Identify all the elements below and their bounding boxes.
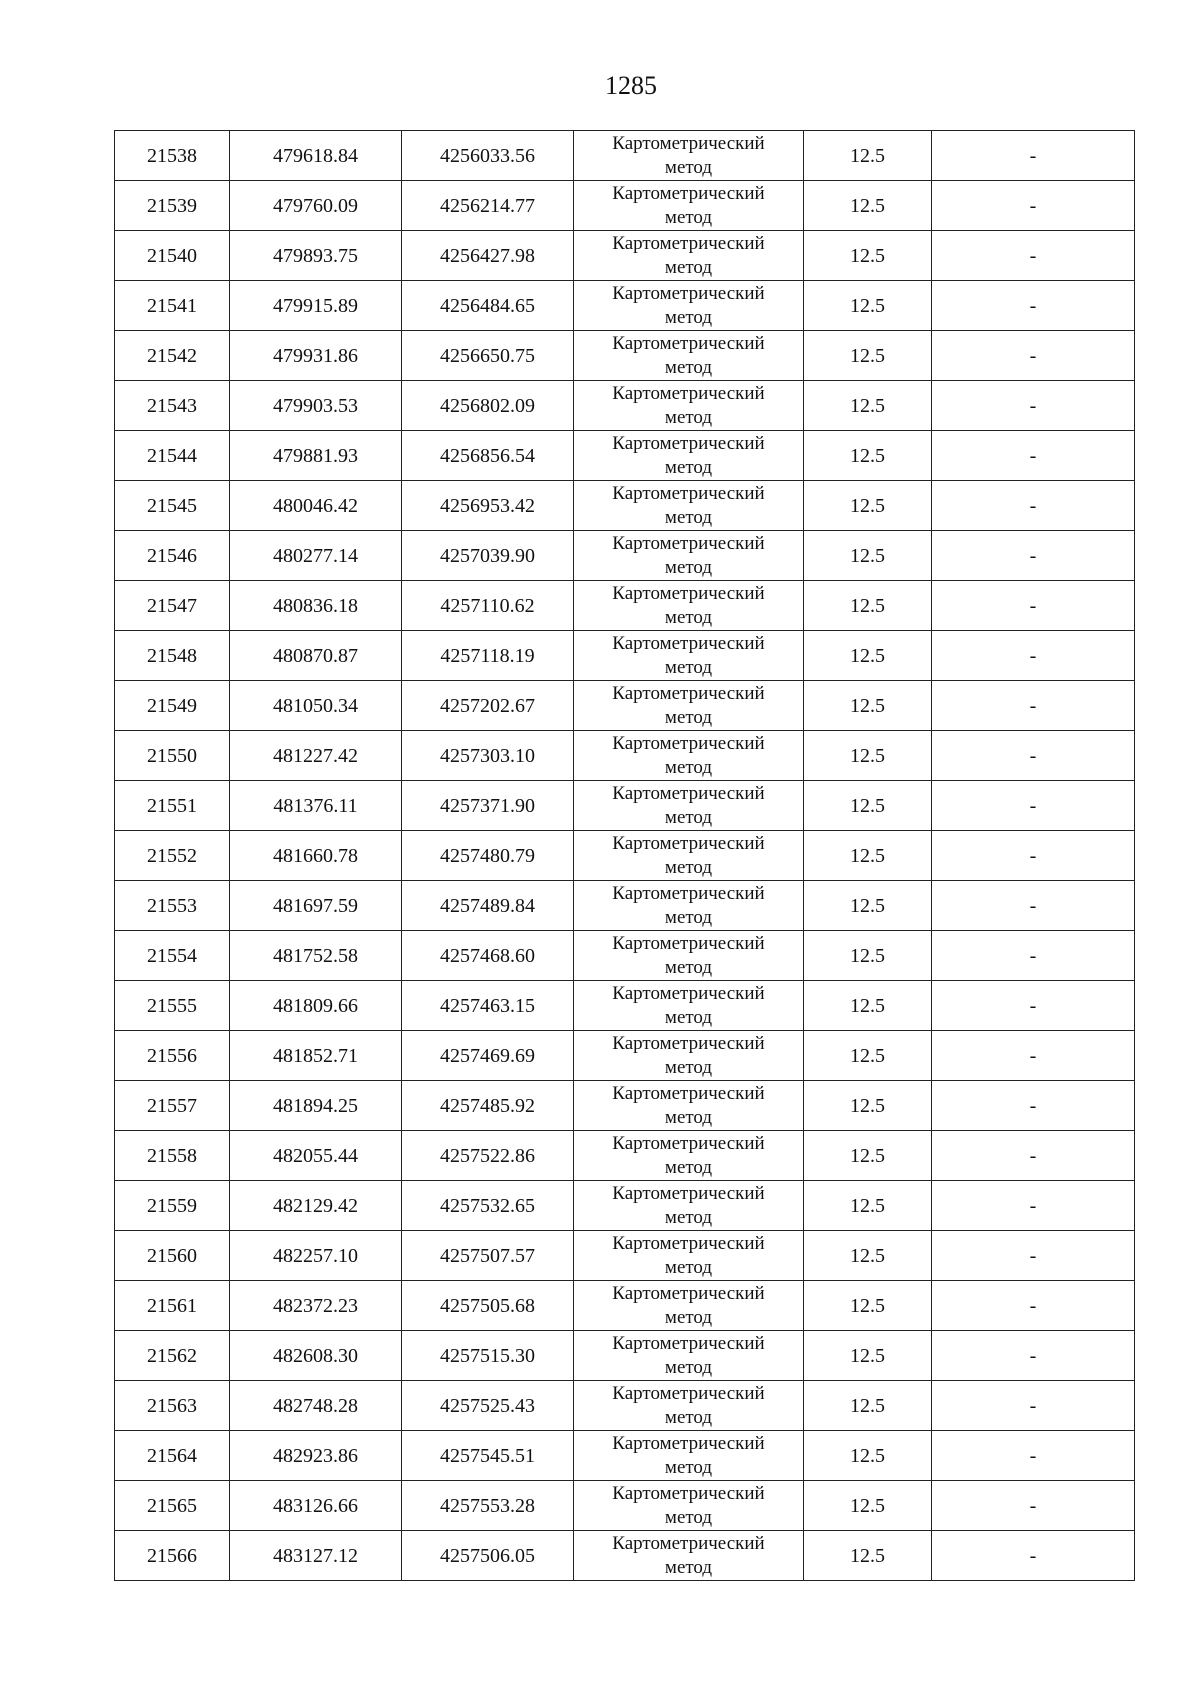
x-coordinate-cell: 482055.44 bbox=[230, 1131, 402, 1181]
table-row bbox=[115, 1181, 1135, 1231]
x-coordinate-cell: 482129.42 bbox=[230, 1181, 402, 1231]
point-number-cell: 21554 bbox=[115, 931, 230, 981]
note-cell: - bbox=[932, 1131, 1135, 1181]
point-number-cell: 21544 bbox=[115, 431, 230, 481]
table-row bbox=[115, 981, 1135, 1031]
accuracy-cell: 12.5 bbox=[804, 831, 932, 881]
y-coordinate-cell: 4257525.43 bbox=[402, 1381, 574, 1431]
x-coordinate-cell: 481752.58 bbox=[230, 931, 402, 981]
table-row bbox=[115, 1531, 1135, 1581]
x-coordinate-cell: 481050.34 bbox=[230, 681, 402, 731]
method-cell bbox=[574, 831, 804, 881]
method-text: Картометрический метод bbox=[612, 683, 765, 728]
accuracy-cell: 12.5 bbox=[804, 481, 932, 531]
method-text: Картометрический метод bbox=[612, 1133, 765, 1178]
accuracy-cell: 12.5 bbox=[804, 1531, 932, 1581]
table-row bbox=[115, 281, 1135, 331]
method-cell bbox=[574, 1131, 804, 1181]
page-number: 1285 bbox=[605, 71, 657, 100]
note-cell: - bbox=[932, 931, 1135, 981]
accuracy-cell: 12.5 bbox=[804, 931, 932, 981]
point-number-cell: 21555 bbox=[115, 981, 230, 1031]
point-number-cell: 21546 bbox=[115, 531, 230, 581]
method-cell bbox=[574, 581, 804, 631]
accuracy-cell: 12.5 bbox=[804, 1031, 932, 1081]
note-cell: - bbox=[932, 831, 1135, 881]
accuracy-cell: 12.5 bbox=[804, 1431, 932, 1481]
table-row bbox=[115, 231, 1135, 281]
table-row bbox=[115, 1031, 1135, 1081]
method-cell bbox=[574, 1381, 804, 1431]
method-cell bbox=[574, 231, 804, 281]
x-coordinate-cell: 479931.86 bbox=[230, 331, 402, 381]
point-number-cell: 21566 bbox=[115, 1531, 230, 1581]
point-number-cell: 21540 bbox=[115, 231, 230, 281]
method-cell bbox=[574, 731, 804, 781]
method-text: Картометрический метод bbox=[612, 333, 765, 378]
table-row bbox=[115, 481, 1135, 531]
accuracy-cell: 12.5 bbox=[804, 631, 932, 681]
accuracy-cell: 12.5 bbox=[804, 1181, 932, 1231]
method-cell bbox=[574, 481, 804, 531]
table-row bbox=[115, 731, 1135, 781]
note-cell: - bbox=[932, 431, 1135, 481]
point-number-cell: 21549 bbox=[115, 681, 230, 731]
x-coordinate-cell: 479881.93 bbox=[230, 431, 402, 481]
note-cell: - bbox=[932, 781, 1135, 831]
note-cell: - bbox=[932, 731, 1135, 781]
method-text: Картометрический метод bbox=[612, 1433, 765, 1478]
x-coordinate-cell: 480046.42 bbox=[230, 481, 402, 531]
y-coordinate-cell: 4257489.84 bbox=[402, 881, 574, 931]
accuracy-cell: 12.5 bbox=[804, 1331, 932, 1381]
method-text: Картометрический метод bbox=[612, 533, 765, 578]
accuracy-cell: 12.5 bbox=[804, 681, 932, 731]
method-text: Картометрический метод bbox=[612, 383, 765, 428]
x-coordinate-cell: 479893.75 bbox=[230, 231, 402, 281]
x-coordinate-cell: 481809.66 bbox=[230, 981, 402, 1031]
table-row bbox=[115, 1431, 1135, 1481]
method-text: Картометрический метод bbox=[612, 233, 765, 278]
method-cell bbox=[574, 131, 804, 181]
note-cell: - bbox=[932, 981, 1135, 1031]
accuracy-cell: 12.5 bbox=[804, 1131, 932, 1181]
accuracy-cell: 12.5 bbox=[804, 1381, 932, 1431]
method-text: Картометрический метод bbox=[612, 1483, 765, 1528]
x-coordinate-cell: 483127.12 bbox=[230, 1531, 402, 1581]
point-number-cell: 21553 bbox=[115, 881, 230, 931]
note-cell: - bbox=[932, 281, 1135, 331]
accuracy-cell: 12.5 bbox=[804, 231, 932, 281]
method-cell bbox=[574, 1431, 804, 1481]
point-number-cell: 21542 bbox=[115, 331, 230, 381]
table-row bbox=[115, 781, 1135, 831]
note-cell: - bbox=[932, 381, 1135, 431]
note-cell: - bbox=[932, 1431, 1135, 1481]
table-row bbox=[115, 1331, 1135, 1381]
method-cell bbox=[574, 181, 804, 231]
point-number-cell: 21556 bbox=[115, 1031, 230, 1081]
table-row bbox=[115, 1481, 1135, 1531]
method-cell bbox=[574, 681, 804, 731]
y-coordinate-cell: 4257371.90 bbox=[402, 781, 574, 831]
method-cell bbox=[574, 1181, 804, 1231]
point-number-cell: 21539 bbox=[115, 181, 230, 231]
note-cell: - bbox=[932, 1281, 1135, 1331]
note-cell: - bbox=[932, 331, 1135, 381]
method-cell bbox=[574, 1481, 804, 1531]
method-cell bbox=[574, 881, 804, 931]
y-coordinate-cell: 4257505.68 bbox=[402, 1281, 574, 1331]
method-text: Картометрический метод bbox=[612, 1283, 765, 1328]
point-number-cell: 21552 bbox=[115, 831, 230, 881]
x-coordinate-cell: 482372.23 bbox=[230, 1281, 402, 1331]
y-coordinate-cell: 4257202.67 bbox=[402, 681, 574, 731]
table-row bbox=[115, 1231, 1135, 1281]
accuracy-cell: 12.5 bbox=[804, 881, 932, 931]
method-text: Картометрический метод bbox=[612, 433, 765, 478]
point-number-cell: 21538 bbox=[115, 131, 230, 181]
note-cell: - bbox=[932, 481, 1135, 531]
method-text: Картометрический метод bbox=[612, 1533, 765, 1578]
point-number-cell: 21541 bbox=[115, 281, 230, 331]
table-row bbox=[115, 1081, 1135, 1131]
method-text: Картометрический метод bbox=[612, 583, 765, 628]
method-cell bbox=[574, 1081, 804, 1131]
y-coordinate-cell: 4257485.92 bbox=[402, 1081, 574, 1131]
x-coordinate-cell: 479903.53 bbox=[230, 381, 402, 431]
point-number-cell: 21559 bbox=[115, 1181, 230, 1231]
y-coordinate-cell: 4256650.75 bbox=[402, 331, 574, 381]
accuracy-cell: 12.5 bbox=[804, 731, 932, 781]
y-coordinate-cell: 4257303.10 bbox=[402, 731, 574, 781]
accuracy-cell: 12.5 bbox=[804, 381, 932, 431]
method-text: Картометрический метод bbox=[612, 183, 765, 228]
method-text: Картометрический метод bbox=[612, 483, 765, 528]
note-cell: - bbox=[932, 1481, 1135, 1531]
y-coordinate-cell: 4257507.57 bbox=[402, 1231, 574, 1281]
note-cell: - bbox=[932, 531, 1135, 581]
method-cell bbox=[574, 631, 804, 681]
method-text: Картометрический метод bbox=[612, 1183, 765, 1228]
x-coordinate-cell: 479915.89 bbox=[230, 281, 402, 331]
accuracy-cell: 12.5 bbox=[804, 131, 932, 181]
x-coordinate-cell: 480870.87 bbox=[230, 631, 402, 681]
note-cell: - bbox=[932, 631, 1135, 681]
x-coordinate-cell: 481894.25 bbox=[230, 1081, 402, 1131]
y-coordinate-cell: 4257118.19 bbox=[402, 631, 574, 681]
table-row bbox=[115, 1131, 1135, 1181]
x-coordinate-cell: 481376.11 bbox=[230, 781, 402, 831]
note-cell: - bbox=[932, 1181, 1135, 1231]
note-cell: - bbox=[932, 181, 1135, 231]
method-cell bbox=[574, 1231, 804, 1281]
method-cell bbox=[574, 781, 804, 831]
y-coordinate-cell: 4257545.51 bbox=[402, 1431, 574, 1481]
point-number-cell: 21558 bbox=[115, 1131, 230, 1181]
note-cell: - bbox=[932, 1031, 1135, 1081]
method-text: Картометрический метод bbox=[612, 733, 765, 778]
method-cell bbox=[574, 381, 804, 431]
x-coordinate-cell: 482257.10 bbox=[230, 1231, 402, 1281]
y-coordinate-cell: 4256484.65 bbox=[402, 281, 574, 331]
point-number-cell: 21563 bbox=[115, 1381, 230, 1431]
method-text: Картометрический метод bbox=[612, 1083, 765, 1128]
method-cell bbox=[574, 1331, 804, 1381]
method-text: Картометрический метод bbox=[612, 1333, 765, 1378]
y-coordinate-cell: 4256856.54 bbox=[402, 431, 574, 481]
method-text: Картометрический метод bbox=[612, 983, 765, 1028]
point-number-cell: 21565 bbox=[115, 1481, 230, 1531]
point-number-cell: 21548 bbox=[115, 631, 230, 681]
x-coordinate-cell: 479760.09 bbox=[230, 181, 402, 231]
table-row bbox=[115, 681, 1135, 731]
note-cell: - bbox=[932, 131, 1135, 181]
y-coordinate-cell: 4257522.86 bbox=[402, 1131, 574, 1181]
y-coordinate-cell: 4256802.09 bbox=[402, 381, 574, 431]
accuracy-cell: 12.5 bbox=[804, 281, 932, 331]
y-coordinate-cell: 4256214.77 bbox=[402, 181, 574, 231]
table-row bbox=[115, 581, 1135, 631]
x-coordinate-cell: 480836.18 bbox=[230, 581, 402, 631]
method-text: Картометрический метод bbox=[612, 833, 765, 878]
accuracy-cell: 12.5 bbox=[804, 181, 932, 231]
table-body bbox=[115, 131, 1135, 1581]
y-coordinate-cell: 4257506.05 bbox=[402, 1531, 574, 1581]
accuracy-cell: 12.5 bbox=[804, 1481, 932, 1531]
x-coordinate-cell: 479618.84 bbox=[230, 131, 402, 181]
accuracy-cell: 12.5 bbox=[804, 531, 932, 581]
point-number-cell: 21545 bbox=[115, 481, 230, 531]
point-number-cell: 21551 bbox=[115, 781, 230, 831]
note-cell: - bbox=[932, 1531, 1135, 1581]
point-number-cell: 21564 bbox=[115, 1431, 230, 1481]
table-row bbox=[115, 331, 1135, 381]
x-coordinate-cell: 481660.78 bbox=[230, 831, 402, 881]
x-coordinate-cell: 480277.14 bbox=[230, 531, 402, 581]
x-coordinate-cell: 482608.30 bbox=[230, 1331, 402, 1381]
table-row bbox=[115, 431, 1135, 481]
y-coordinate-cell: 4257039.90 bbox=[402, 531, 574, 581]
method-cell bbox=[574, 281, 804, 331]
note-cell: - bbox=[932, 231, 1135, 281]
x-coordinate-cell: 482748.28 bbox=[230, 1381, 402, 1431]
table-row bbox=[115, 1281, 1135, 1331]
y-coordinate-cell: 4257469.69 bbox=[402, 1031, 574, 1081]
note-cell: - bbox=[932, 581, 1135, 631]
point-number-cell: 21557 bbox=[115, 1081, 230, 1131]
method-text: Картометрический метод bbox=[612, 933, 765, 978]
y-coordinate-cell: 4257515.30 bbox=[402, 1331, 574, 1381]
method-cell bbox=[574, 531, 804, 581]
table-row bbox=[115, 881, 1135, 931]
y-coordinate-cell: 4256427.98 bbox=[402, 231, 574, 281]
y-coordinate-cell: 4257468.60 bbox=[402, 931, 574, 981]
table-row bbox=[115, 381, 1135, 431]
note-cell: - bbox=[932, 1331, 1135, 1381]
point-number-cell: 21562 bbox=[115, 1331, 230, 1381]
table-row bbox=[115, 1381, 1135, 1431]
note-cell: - bbox=[932, 881, 1135, 931]
y-coordinate-cell: 4257480.79 bbox=[402, 831, 574, 881]
accuracy-cell: 12.5 bbox=[804, 781, 932, 831]
y-coordinate-cell: 4257463.15 bbox=[402, 981, 574, 1031]
method-cell bbox=[574, 331, 804, 381]
accuracy-cell: 12.5 bbox=[804, 331, 932, 381]
accuracy-cell: 12.5 bbox=[804, 581, 932, 631]
note-cell: - bbox=[932, 1081, 1135, 1131]
method-text: Картометрический метод bbox=[612, 883, 765, 928]
accuracy-cell: 12.5 bbox=[804, 981, 932, 1031]
point-number-cell: 21547 bbox=[115, 581, 230, 631]
table-row bbox=[115, 831, 1135, 881]
table-row bbox=[115, 531, 1135, 581]
table-row bbox=[115, 931, 1135, 981]
note-cell: - bbox=[932, 681, 1135, 731]
x-coordinate-cell: 482923.86 bbox=[230, 1431, 402, 1481]
y-coordinate-cell: 4256033.56 bbox=[402, 131, 574, 181]
y-coordinate-cell: 4257532.65 bbox=[402, 1181, 574, 1231]
method-cell bbox=[574, 931, 804, 981]
point-number-cell: 21543 bbox=[115, 381, 230, 431]
accuracy-cell: 12.5 bbox=[804, 1081, 932, 1131]
method-cell bbox=[574, 1031, 804, 1081]
method-cell bbox=[574, 981, 804, 1031]
y-coordinate-cell: 4257553.28 bbox=[402, 1481, 574, 1531]
method-text: Картометрический метод bbox=[612, 633, 765, 678]
point-number-cell: 21561 bbox=[115, 1281, 230, 1331]
method-text: Картометрический метод bbox=[612, 1033, 765, 1078]
point-number-cell: 21560 bbox=[115, 1231, 230, 1281]
note-cell: - bbox=[932, 1381, 1135, 1431]
accuracy-cell: 12.5 bbox=[804, 431, 932, 481]
table-row bbox=[115, 181, 1135, 231]
table-row bbox=[115, 131, 1135, 181]
method-text: Картометрический метод bbox=[612, 1383, 765, 1428]
x-coordinate-cell: 481227.42 bbox=[230, 731, 402, 781]
x-coordinate-cell: 481697.59 bbox=[230, 881, 402, 931]
accuracy-cell: 12.5 bbox=[804, 1281, 932, 1331]
x-coordinate-cell: 483126.66 bbox=[230, 1481, 402, 1531]
method-text: Картометрический метод bbox=[612, 283, 765, 328]
method-cell bbox=[574, 1531, 804, 1581]
method-text: Картометрический метод bbox=[612, 783, 765, 828]
note-cell: - bbox=[932, 1231, 1135, 1281]
method-text: Картометрический метод bbox=[612, 133, 765, 178]
x-coordinate-cell: 481852.71 bbox=[230, 1031, 402, 1081]
accuracy-cell: 12.5 bbox=[804, 1231, 932, 1281]
method-cell bbox=[574, 431, 804, 481]
table-row bbox=[115, 631, 1135, 681]
method-text: Картометрический метод bbox=[612, 1233, 765, 1278]
coordinates-table bbox=[114, 130, 1135, 1581]
method-cell bbox=[574, 1281, 804, 1331]
y-coordinate-cell: 4257110.62 bbox=[402, 581, 574, 631]
point-number-cell: 21550 bbox=[115, 731, 230, 781]
y-coordinate-cell: 4256953.42 bbox=[402, 481, 574, 531]
